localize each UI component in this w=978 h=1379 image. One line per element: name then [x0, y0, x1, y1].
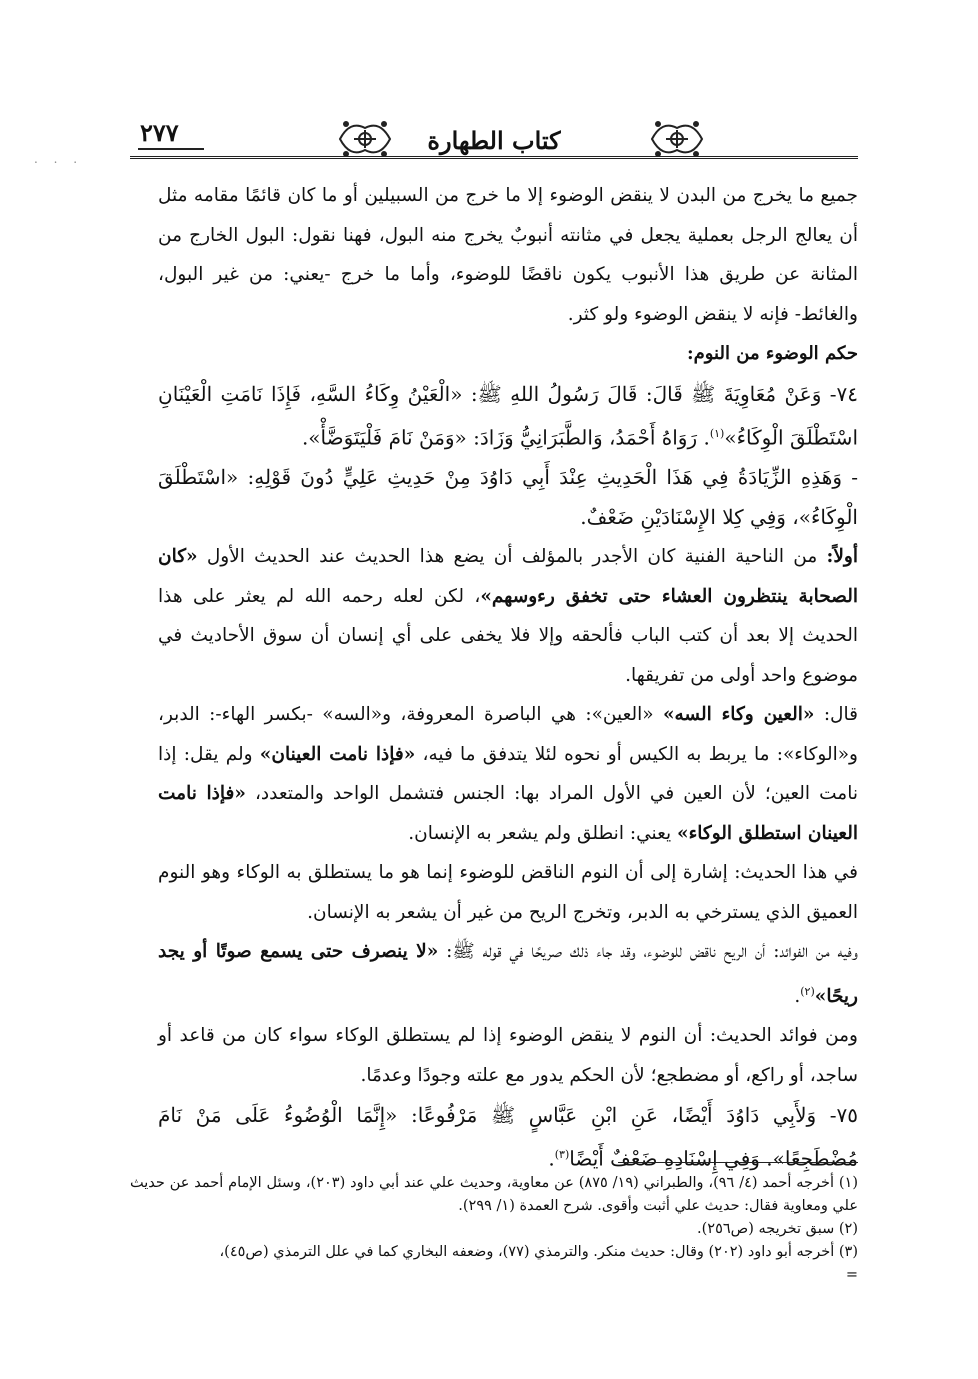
- footnote-marker-1: (١): [709, 426, 725, 440]
- hadith-75-text: ٧٥- وَلأَبِي دَاوُدَ أَيْضًا، عَنِ ابْنِ عَبَّاسٍ ﷺ مَرْفُوعًا: «إِنَّمَا الْوُضُوءُ عَلَى مَنْ نَامَ مُضْطَجِعًا». وَفِي إِسْنَادِهِ ضَعْفٌ أَيْضًا: [158, 1103, 858, 1171]
- page-number-underline: [138, 148, 204, 150]
- page-header: [130, 112, 858, 172]
- paragraph-intro: جميع ما يخرج من البدن لا ينقض الوضوء إلا ما خرج من السبيلين أو ما كان قائمًا مقامه مثل أن يعالج الرجل بعملية يجعل في مثانته أنبوبٌ يخرج منه البول، فهنا نقول: البول الخارج من المثانة عن طريق هذا الأنبوب يكون ناقضًا للوضوء، وأما ما خرج -يعني: من غير البول، والغائط- فإنه لا ينقض الوضوء ولو كثر.: [158, 185, 858, 325]
- awwalan-text-a: من الناحية الفنية كان الأجدر بالمؤلف أن يضع هذا الحديث عند الحديث الأول: [197, 546, 827, 568]
- qal-quote-2: «فإذا نامت العينان»: [259, 743, 416, 765]
- qal-quote-1: «العين وكاء السه»: [662, 704, 815, 726]
- paragraph-fi-hadha: في هذا الحديث: إشارة إلى أن النوم الناقض للوضوء إنما هو ما يستطلق به الوكاء وهو النوم العميق الذي يسترخي به الدبر، وتخرج الريح من غير أن يشعر به الإنسان.: [158, 862, 858, 923]
- section-heading: حكم الوضوء من النوم:: [686, 343, 858, 364]
- hadith-75: [158, 1095, 858, 1179]
- qal-text-b: «العين»: هي الباصرة المعروفة، و«السه» -بكسر الهاء-: الدبر، و«الوكاء»: ما يربط به الكيس أو نحوه لئلا يتدفق ما فيه،: [158, 704, 858, 765]
- footnote-2: (٢) سبق تخريجه (ص٢٥٦).: [697, 1221, 858, 1237]
- footnote-1: (١) أخرجه أحمد (٤/ ٩٦)، والطبراني (١٩/ ٨٧٥) عن معاوية، وحديث علي عند أبي داود (٢٠٣)، وسئل الإمام أحمد عن حديث علي ومعاوية فقال: حديث علي أثبت وأقوى. شرح العمدة (١/ ٢٩٩).: [130, 1175, 859, 1214]
- footnote-continuation-mark: =: [845, 1267, 858, 1283]
- page-number: ٢٧٧: [140, 118, 179, 147]
- paragraph-qal: [158, 695, 858, 853]
- footnote-separator: [618, 1162, 858, 1163]
- main-text: [158, 176, 858, 1179]
- qal-text-d: يعني: انطلق ولم يشعر به الإنسان.: [408, 822, 678, 844]
- paragraph-wafihi: [158, 932, 858, 1016]
- hadith-74-note: - وَهَذِهِ الزِّيَادَةُ فِي هَذَا الْحَدِيثِ عِنْدَ أَبِي دَاوُدَ مِنْ حَدِيثِ عَلِيٍّ دُونَ قَوْلِهِ: «اسْتَطْلَقَ الْوِكَاءُ»، وَفِي كِلا الإِسْنَادَيْنِ ضَعْفٌ.: [158, 465, 858, 530]
- margin-marks: . . .: [34, 152, 84, 166]
- header-rule: [130, 156, 858, 159]
- qal-quote-3: «فإذا نامت العينان استطلق الوكاء»: [158, 783, 858, 844]
- hadith-74: [158, 374, 858, 458]
- paragraph-awwalan: [158, 537, 858, 695]
- footnote-marker-2: (٢): [800, 984, 815, 998]
- awwalan-quote: «كان الصحابة ينتظرون العشاء حتى تخفق رءوسهم»: [158, 546, 858, 607]
- footnote-3: (٣) أخرجه أبو داود (٢٠٢) وقال: حديث منكر. والترمذي (٧٧)، وضعفه البخاري كما في علل الترمذي (ص٤٥)،: [219, 1244, 858, 1260]
- footnotes: [130, 1172, 858, 1287]
- paragraph-wamin: ومن فوائد الحديث: أن النوم لا ينقض الوضوء إذا لم يستطلق الوكاء سواء كان من قاعد أو ساجد، أو راكع، أو مضطجع؛ لأن الحكم يدور مع علته وجودًا وعدمًا.: [158, 1025, 858, 1086]
- qal-text-c: ولم يقل: إذا نامت العين؛ لأن العين في الأول المراد بها: الجنس فتشمل الواحد والمتعدد،: [158, 743, 858, 805]
- footnote-marker-3: (٣): [554, 1148, 570, 1162]
- hadith-74-text: ٧٤- وَعَنْ مُعَاوِيَةَ ﷺ قَالَ: قَالَ رَسُولُ اللهِ ﷺ: «الْعَيْنُ وِكَاءُ السَّهِ، فَإِذَا نَامَتِ الْعَيْنَانِ اسْتَطْلَقَ الْوِكَاءُ»: [158, 381, 858, 450]
- hadith-74-source: . رَوَاهُ أَحْمَدُ، وَالطَّبَرَانِيُّ وَزَادَ: «وَمَنْ نَامَ فَلْيَتَوَضَّأْ».: [301, 425, 710, 450]
- chapter-title: كتاب الطهارة: [427, 126, 561, 155]
- awwalan-lead: أولاً:: [826, 546, 858, 568]
- wafihi-quote: «لا ينصرف حتى يسمع صوتًا أو يجد ريحًا»: [158, 941, 858, 1007]
- hadith-75-end: .: [548, 1146, 555, 1171]
- awwalan-text-b: ، لكن لعله رحمه الله لم يعثر على هذا الحديث إلا بعد أن كتب الباب فألحقه وإلا فلا يخفى على أي إنسان أن سوق الأحاديث في موضوع واحد أولى من تفريقها.: [158, 585, 858, 686]
- wafihi-text: وفيه من الفوائد: أن الريح ناقض للوضوء، وقد جاء ذلك صريحًا في قوله ﷺ:: [438, 941, 858, 963]
- qal-text-a: قال:: [814, 704, 858, 726]
- wafihi-end: .: [794, 985, 801, 1007]
